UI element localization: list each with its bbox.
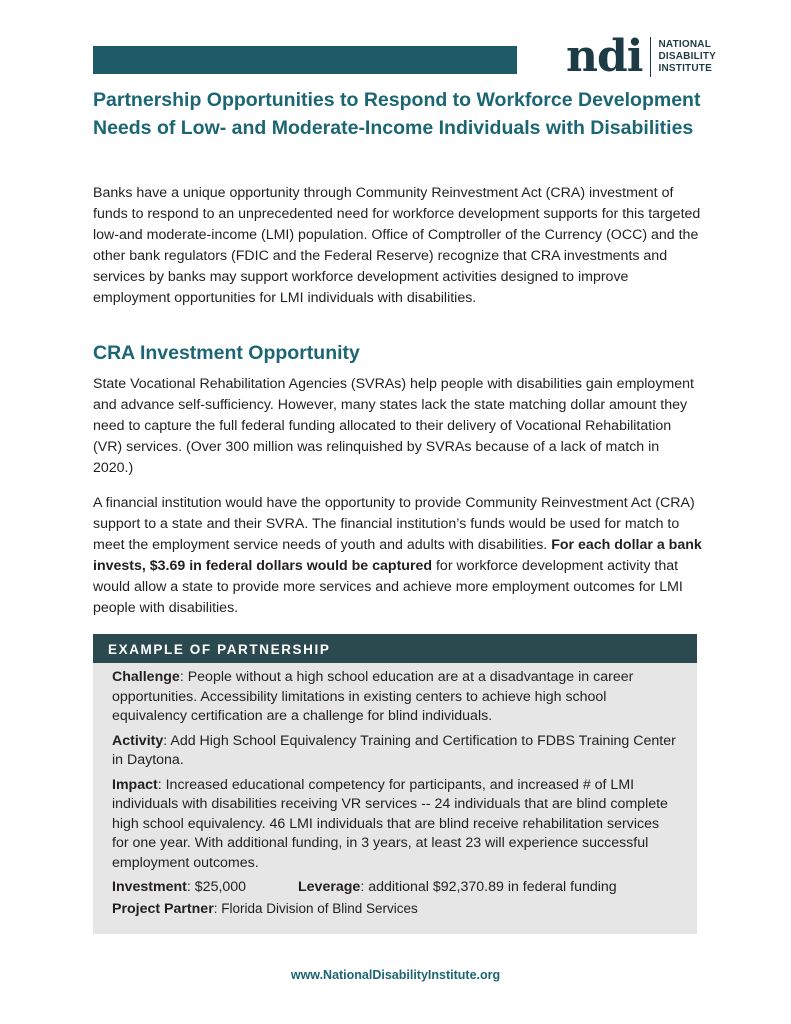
investment-label: Investment bbox=[112, 879, 187, 895]
impact-text: : Increased educational competency for participants, and increased # of LMI individuals with disabilities receiving VR services -- 24 individuals that are blind complete high school equivalency. 46 LMI individuals that are blind receive rehabilitation services for one year. With additional funding, in 3 years, at least 23 will experience successful employment outcomes. bbox=[112, 776, 668, 871]
challenge-label: Challenge bbox=[112, 669, 180, 685]
leverage-value: : additional $92,370.89 in federal funding bbox=[360, 879, 617, 895]
example-partnership-box bbox=[93, 634, 697, 934]
activity-text: : Add High School Equivalency Training and Certification to FDBS Training Center in Daytona. bbox=[112, 732, 676, 768]
logo-mark: ndi bbox=[566, 31, 643, 82]
footer-website-link[interactable]: www.NationalDisabilityInstitute.org bbox=[290, 968, 501, 982]
section-heading: CRA Investment Opportunity bbox=[93, 342, 360, 364]
ndi-logo bbox=[566, 31, 717, 82]
example-box-body bbox=[93, 663, 697, 919]
logo-line-3: INSTITUTE bbox=[658, 63, 712, 74]
investment-value: : $25,000 bbox=[186, 879, 247, 895]
para2-end: for workforce development activity that would allow a state to provide more services and achieve more employment outcomes for LMI people with disabilities. bbox=[93, 558, 683, 616]
logo-wordmark bbox=[658, 39, 716, 75]
logo-divider bbox=[650, 37, 651, 77]
impact-label: Impact bbox=[112, 776, 158, 793]
section-paragraph-1: State Vocational Rehabilitation Agencies (SVRAs) help people with disabilities gain employment and advance self-sufficiency. However, many states lack the state matching dollar amount they need to capture the full federal funding allocated to their delivery of Vocational Rehabilitation (VR) services. (Over 300 million was relinquished by SVRAs because of a lack of match in 2020.) bbox=[93, 376, 694, 476]
impact-item bbox=[112, 776, 677, 874]
activity-label: Activity bbox=[112, 732, 164, 749]
para2-highlight: For each dollar a bank invests, $3.69 in federal dollars would be captured bbox=[93, 537, 702, 574]
header-accent-bar bbox=[93, 46, 517, 74]
activity-item bbox=[112, 732, 677, 771]
para2-start: A financial institution would have the opportunity to provide Community Reinvestment Act (CRA) support to a state and their SVRA. The financial institution’s funds would be used for match to meet the employment service needs of youth and adults with disabilities. bbox=[93, 495, 695, 553]
challenge-item bbox=[112, 668, 677, 727]
leverage-label: Leverage bbox=[298, 879, 361, 895]
leverage-item bbox=[298, 878, 617, 898]
project-partner-item bbox=[112, 899, 677, 920]
logo-line-1: NATIONAL bbox=[658, 39, 712, 50]
project-partner-value: : Florida Division of Blind Services bbox=[213, 900, 418, 916]
investment-item bbox=[112, 878, 298, 898]
intro-paragraph: Banks have a unique opportunity through Community Reinvestment Act (CRA) investment of funds to respond to an unprecedented need for workforce development supports for this targeted low-and moderate-income (LMI) population. Office of Comptroller of the Currency (OCC) and the other bank regulators (FDIC and the Federal Reserve) recognize that CRA investments and services by banks may support workforce development activities designed to improve employment opportunities for LMI individuals with disabilities. bbox=[93, 185, 701, 306]
challenge-text: : People without a high school education are at a disadvantage in career opportunities. Accessibility limitations in existing centers to achieve high school equivalency certification are a challenge for blind individuals. bbox=[112, 669, 634, 724]
section-paragraph-2 bbox=[93, 493, 703, 619]
page-title: Partnership Opportunities to Respond to Workforce Development Needs of Low- and Moderate-Income Individuals with Disabilities bbox=[93, 89, 701, 139]
example-box-header: EXAMPLE OF PARTNERSHIP bbox=[93, 634, 697, 663]
project-partner-label: Project Partner bbox=[112, 900, 214, 917]
logo-line-2: DISABILITY bbox=[658, 51, 717, 62]
investment-row bbox=[112, 878, 677, 898]
